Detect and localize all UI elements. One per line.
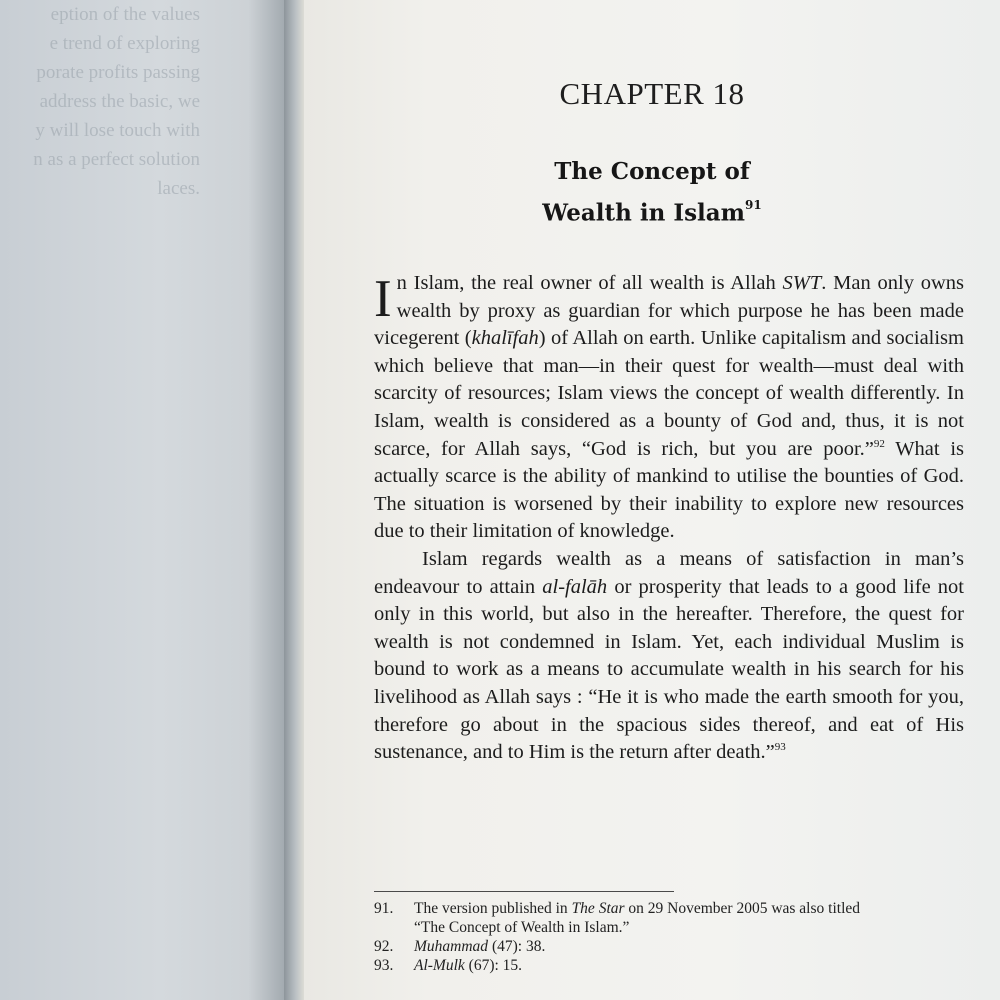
footnote-number: 92.: [374, 938, 394, 955]
footnote-text: [414, 937, 894, 956]
right-page: [304, 0, 1000, 1000]
footnotes: [374, 899, 894, 975]
footnote-number: 91.: [374, 900, 394, 917]
italic-run: khalīfah: [471, 327, 539, 350]
left-page-line: eption of the values: [50, 4, 200, 25]
italic-run: Muhammad: [414, 938, 489, 955]
text-run: (47): 38.: [488, 938, 546, 955]
left-page-line: n as a perfect solution: [33, 149, 200, 170]
text-run: ) of Allah on earth. Unlike capitalism and socialism which believe that man—in their quest for wealth—must deal with scarcity of resources; Islam views the concept of wealth differently. In Islam, wealth is considered as a bounty of God and, thus, it is not scarce, for Allah says, “God is rich, but you are poor.”: [374, 327, 964, 460]
text-run: n Islam, the real owner of all wealth is Allah: [396, 272, 783, 294]
body-text: [374, 270, 964, 767]
text-run: . Man only owns wealth by proxy as guardian for which purpose he has been made vicegerent (: [374, 272, 964, 350]
left-page: [0, 0, 292, 1000]
drop-cap: I: [374, 270, 392, 328]
italic-run: SWT: [782, 272, 822, 294]
page-content: [304, 0, 1000, 1000]
chapter-title: [304, 154, 1000, 232]
left-page-line: laces.: [157, 178, 200, 199]
chapter-title-line1: The Concept of: [554, 158, 750, 185]
italic-run: Al-Mulk: [414, 957, 465, 974]
text-run: What is actually scarce is the ability of mankind to utilise the bounties of God. The situation is worsened by their inability to explore new resources due to their limitation of knowledge.: [374, 437, 964, 543]
chapter-label: CHAPTER 18: [559, 76, 745, 111]
left-page-line: e trend of exploring: [49, 33, 200, 54]
paragraph-1: [374, 270, 964, 546]
text-run: or prosperity that leads to a good life not only in this world, but also in the hereafter. Therefore, the quest for wealth is not condemned in Islam. Yet, each individual Muslim is bound to work as a means to accumulate wealth in his search for his livelihood as Allah says : “He it is who made the earth smooth for you, therefore go about in the spacious sides thereof, and eat of His sustenance, and to Him is the return after death.”: [374, 575, 964, 764]
paragraph-2: [374, 546, 964, 767]
footnote-91: [374, 899, 894, 937]
left-page-line: porate profits passing: [36, 62, 200, 83]
footnote-marker: 93: [774, 741, 786, 754]
text-run: Islam regards wealth as a means of satisfaction in man’s endeavour to attain: [374, 547, 964, 598]
footnote-divider: [374, 891, 674, 892]
footnote-number: 93.: [374, 957, 394, 974]
left-page-text: [0, 0, 200, 203]
left-page-line: address the basic, we: [39, 91, 200, 112]
left-page-line: y will lose touch with: [35, 120, 200, 141]
text-run: on 29 November 2005 was also titled “The Concept of Wealth in Islam.”: [414, 900, 861, 936]
footnote-93: [374, 956, 894, 975]
text-run: The version published in: [414, 900, 572, 917]
chapter-title-text: Wealth in Islam: [542, 199, 746, 227]
italic-run: al-falāh: [542, 575, 608, 598]
footnote-text: [414, 956, 894, 975]
text-run: (67): 15.: [464, 957, 523, 974]
footnote-marker: 91: [745, 198, 762, 212]
footnote-marker: 92: [873, 437, 885, 450]
footnote-92: [374, 937, 894, 956]
footnote-text: [414, 899, 894, 937]
italic-run: The Star: [571, 900, 625, 917]
chapter-title-line2: [304, 190, 1000, 232]
